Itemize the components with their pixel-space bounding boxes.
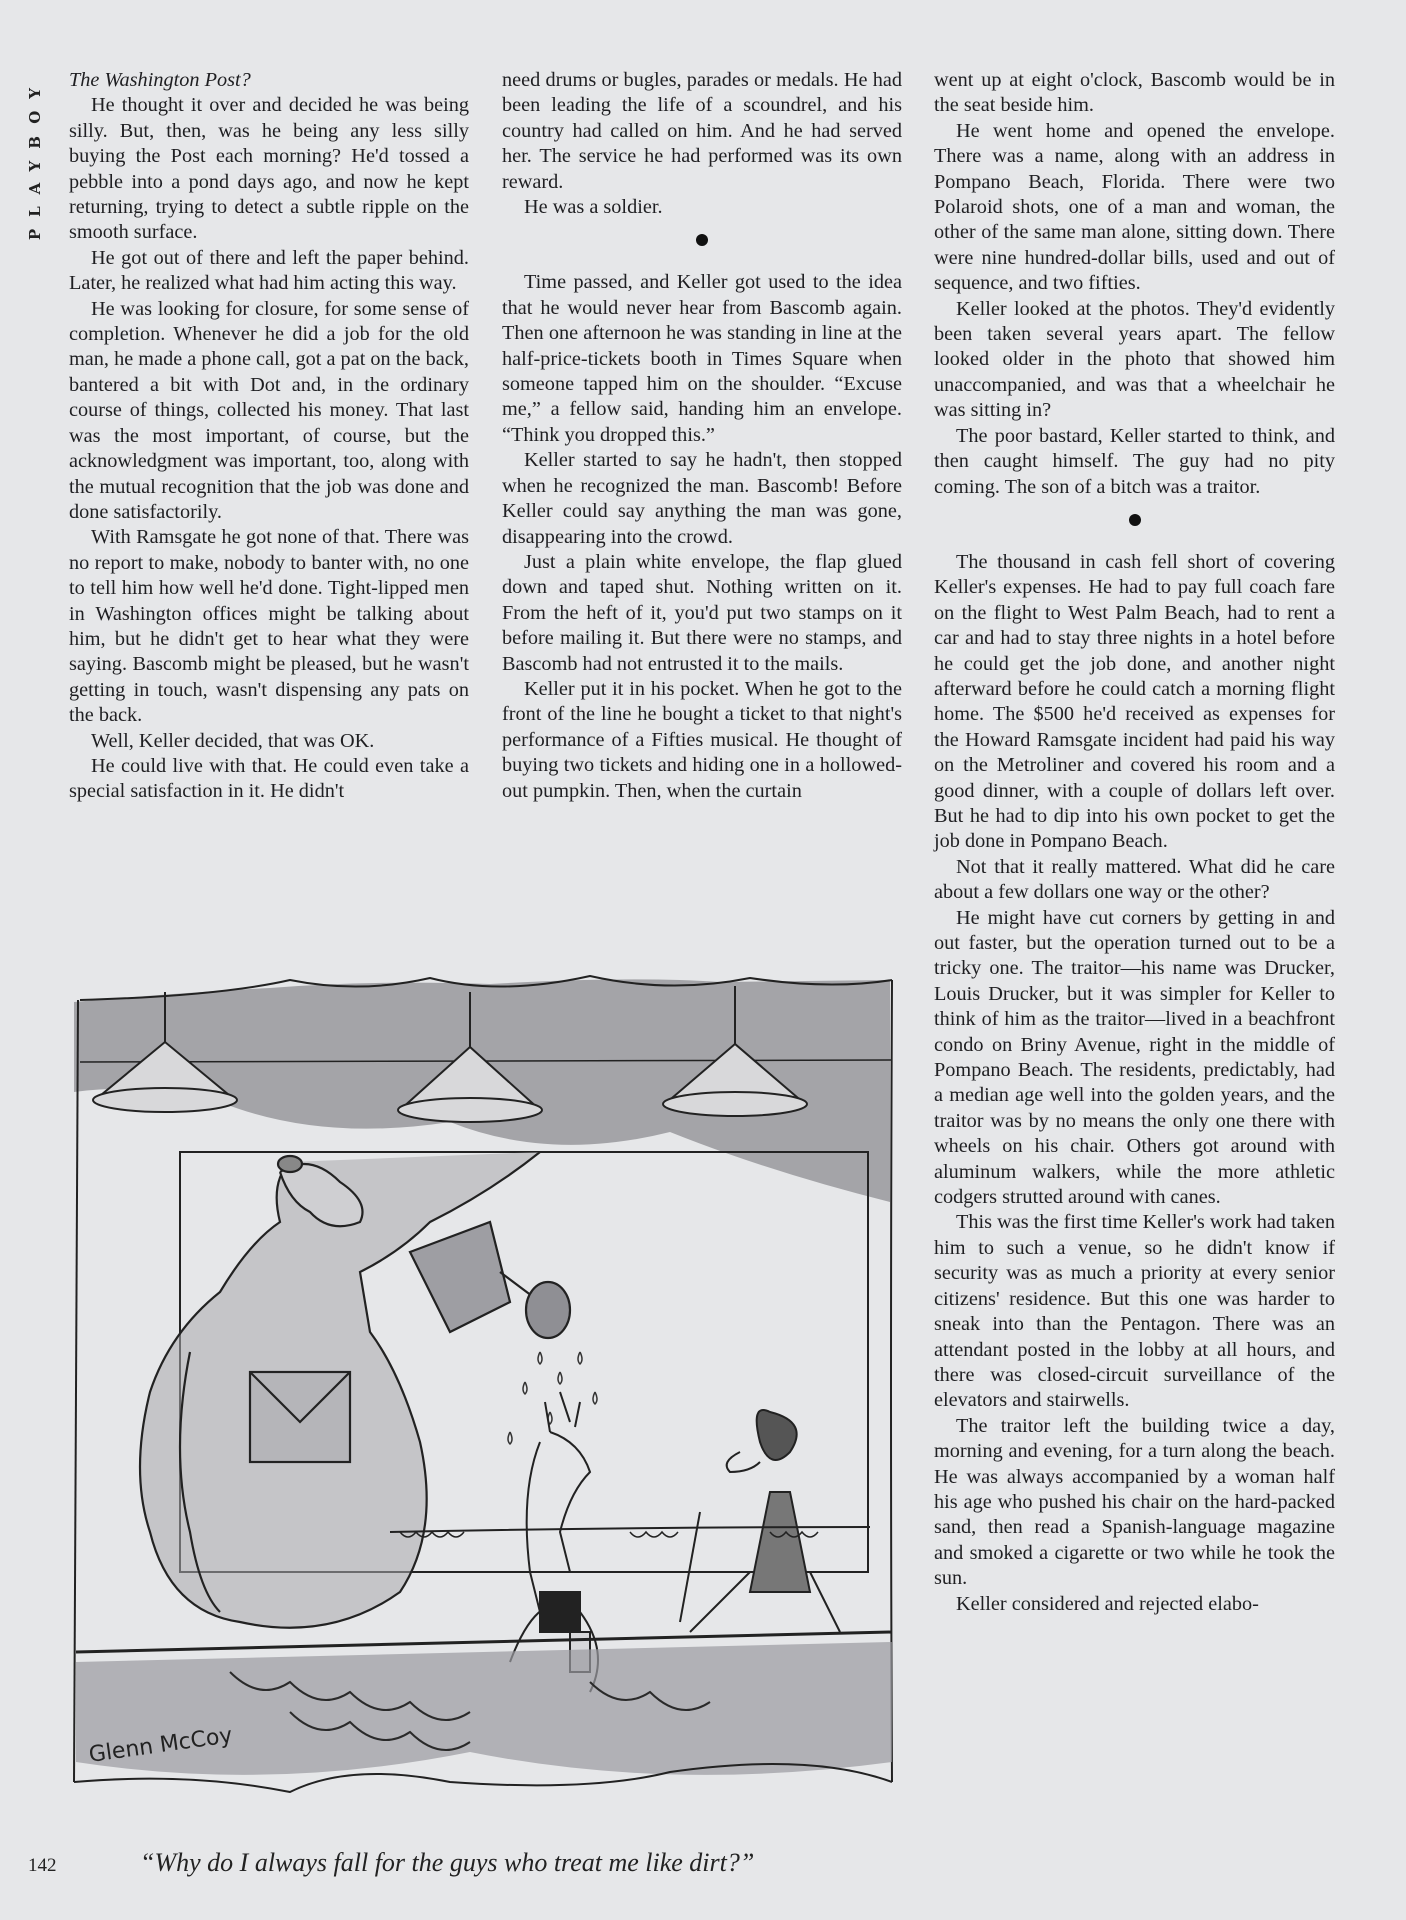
bartender [140,1152,540,1628]
paragraph: Well, Keller decided, that was OK. [91,729,375,752]
paragraph: Keller put it in his pocket. When he got to the front of the line he bought a ticket to that night's performance of a Fifties musical. He thought of buying two tickets and hiding one in a hollowed-out pumpkin. Then, when the curtain [502,677,902,802]
paragraph: need drums or bugles, parades or medals. He had been leading the life of a scoundrel, and his country had called on him. And he had served her. The service he had performed was its own reward. [502,69,902,193]
paragraph: Not that it really mattered. What did he care about a few dollars one way or the other? [934,855,1335,904]
paragraph: He got out of there and left the paper behind. Later, he realized what had him acting this way. [69,246,469,295]
water-drops [508,1352,597,1444]
paragraph: With Ramsgate he got none of that. There was no report to make, nobody to banter with, no one to tell him how well he'd done. Tight-lipped men in Washington offices might be talking about him, but he didn't get to hear what they were saying. Bascomb might be pleased, but he wasn't getting in touch, wasn't dispensing any pats on the back. [69,526,469,727]
text-column-1 [69,68,469,805]
text-column-2 [502,68,902,804]
playboy-side-logo: PLAYBOY [26,76,44,241]
separator-dot-icon [696,234,708,246]
paragraph: Time passed, and Keller got used to the idea that he would never hear from Bascomb again. Then one afternoon he was standing in line at the half-price-tickets booth in Times Square when someone tapped him on the shoulder. “Excuse me,” a fellow said, handing him an envelope. “Think you dropped this.” [502,271,902,446]
paragraph: Keller looked at the photos. They'd evidently been taken several years apart. The fellow looked older in the photo that showed him unaccompanied, and was that a wheelchair he was sitting in? [934,297,1335,422]
cartoon-illustration [70,972,906,1812]
paragraph: The traitor left the building twice a day, morning and evening, for a turn along the beach. He was always accompanied by a woman half his age who pushed his chair on the hard-packed sand, then read a Spanish-language magazine and smoked a cigarette or two while he took the sun. [934,1414,1335,1590]
artist-signature: Glenn McCoy [87,1723,234,1768]
watering-can [410,1222,570,1338]
bar-counter-wash [76,1642,892,1775]
paragraph: Keller considered and rejected elabo- [956,1592,1259,1615]
page-number: 142 [28,1855,57,1876]
paragraph: He was a soldier. [524,196,663,219]
paragraph: He might have cut corners by getting in and out faster, but the operation turned out to be a tricky one. The traitor—his name was Drucker, Louis Drucker, but it was simpler for Keller to think of him as the traitor—lived in a beachfront condo on Briny Avenue, right in the middle of Pompano Beach. The residents, predictably, had a median age well into the golden years, and the traitor was by no means the only one there with wheels on his chair. Others got around with aluminum walkers, while the more athletic codgers strutted around with canes. [934,906,1335,1209]
section-separator [502,220,902,270]
paragraph: The thousand in cash fell short of covering Keller's expenses. He had to pay full coach fare on the flight to West Palm Beach, had to rent a car and had to stay three nights in a hotel before he could get the job done, and another night afterward before he could catch a morning flight home. The $500 he'd received as expenses for the Howard Ramsgate incident had paid his way on the Metroliner and covered his room and a good dinner, with a couple of dollars left over. But he had to dip into his own pocket to get the job done in Pompano Beach. [934,550,1335,853]
cartoon-drawing [70,972,906,1812]
paragraph: The poor bastard, Keller started to think, and then caught himself. The guy had no pity coming. The son of a bitch was a traitor. [934,424,1335,498]
paragraph: He was looking for closure, for some sense of completion. Whenever he did a job for the old man, he made a phone call, got a pat on the back, bantered a bit with Dot and, in the ordinary course of things, collected his money. That last was the most important, of course, but the acknowledgment was important, too, along with the mutual recognition that the job was done and done satisfactorily. [69,297,469,523]
paragraph: He went home and opened the envelope. There was a name, along with an address in Pompano Beach, Florida. There were two Polaroid shots, one of a man and woman, the other of the same man alone, sitting down. There were nine hundred-dollar bills, used and out of sequence, and two fifties. [934,119,1335,295]
paragraph: Just a plain white envelope, the flap glued down and taped shut. Nothing written on it. From the heft of it, you'd put two stamps on it before mailing it. But there were no stamps, and Bascomb had not entrusted it to the mails. [502,550,902,675]
separator-dot-icon [1129,514,1141,526]
paragraph: This was the first time Keller's work had taken him to such a venue, so he didn't know if security was as much a priority at every senior citizens' residence. But this one was harder to sneak into than the Pentagon. There was an attendant posted in the lobby at all hours, and there was closed-circuit surveillance of the elevators and stairwells. [934,1211,1335,1412]
text-column-3 [934,68,1335,1617]
cartoon-caption: “Why do I always fall for the guys who treat me like dirt?” [140,1848,755,1877]
paragraph: He could live with that. He could even take a special satisfaction in it. He didn't [69,754,469,803]
bar-rail-fringe [400,1532,818,1537]
man-at-bar [680,1410,840,1632]
section-separator [934,500,1335,550]
paragraph: Keller started to say he hadn't, then stopped when he recognized the man. Bascomb! Before Keller could say anything the man was gone, disappearing into the crowd. [502,449,902,548]
paragraph: He thought it over and decided he was being silly. But, then, was he being any less silly buying the Post each morning? He'd tossed a pebble into a pond days ago, and now he kept returning, trying to detect a subtle ripple on the smooth surface. [69,94,469,244]
paragraph: went up at eight o'clock, Bascomb would be in the seat beside him. [934,69,1335,117]
woman-at-bar [510,1392,598,1692]
paragraph: The Washington Post? [69,69,251,91]
